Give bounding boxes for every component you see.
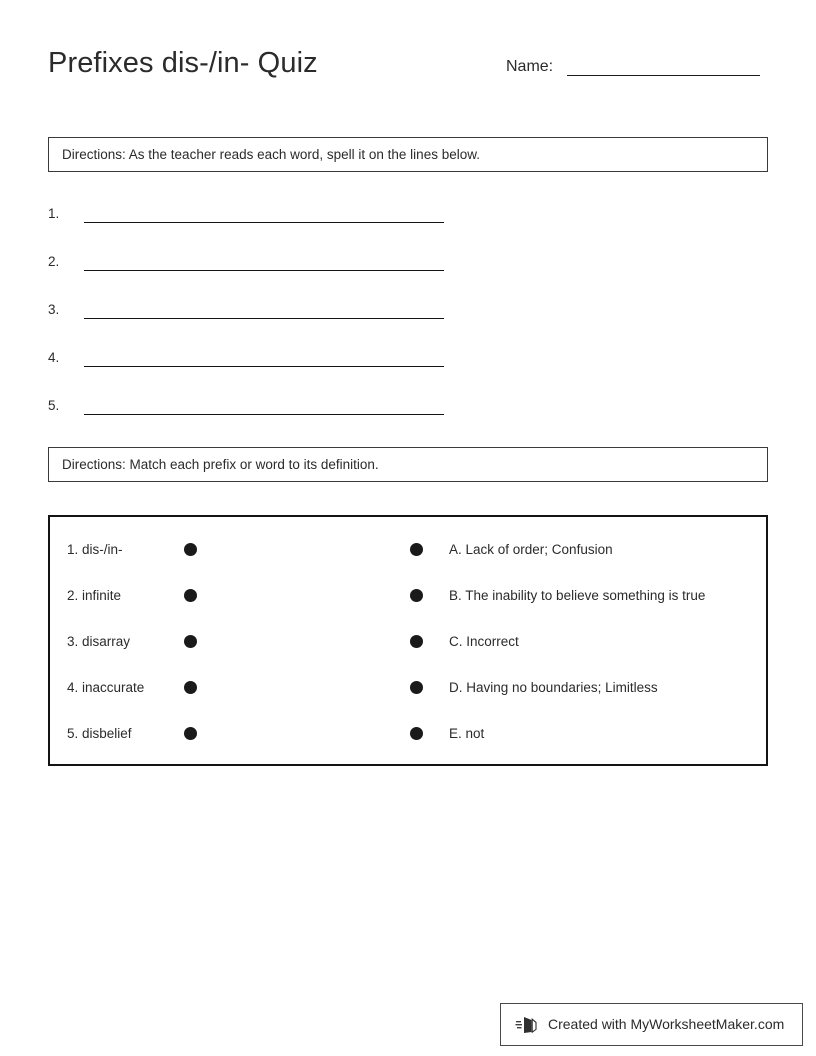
- match-left-label: 1. dis-/in-: [67, 542, 123, 557]
- match-left-label: 3. disarray: [67, 634, 131, 649]
- match-left-label: 4. inaccurate: [67, 680, 145, 695]
- spelling-answer-line[interactable]: [84, 222, 444, 223]
- match-left-label: 5. disbelief: [67, 726, 132, 741]
- match-right-label: A. Lack of order; Confusion: [449, 542, 613, 557]
- list-item: [48, 200, 448, 248]
- match-right-dot-icon[interactable]: [410, 727, 423, 740]
- match-left-label: 2. infinite: [67, 588, 122, 603]
- matching-rows: [50, 537, 766, 784]
- match-left-dot-icon[interactable]: [184, 635, 197, 648]
- footer-attribution-badge[interactable]: [500, 1003, 803, 1046]
- directions-text-matching: Directions: Match each prefix or word to its definition.: [62, 456, 379, 472]
- directions-box-spelling: [48, 137, 768, 172]
- spelling-item-number: 1.: [48, 206, 60, 221]
- spelling-answer-line[interactable]: [84, 318, 444, 319]
- page-title: Prefixes dis-/in- Quiz: [48, 47, 318, 79]
- match-right-dot-icon[interactable]: [410, 681, 423, 694]
- match-left-dot-icon[interactable]: [184, 543, 197, 556]
- footer-attribution-text: Created with MyWorksheetMaker.com: [548, 1016, 785, 1032]
- directions-text-spelling: Directions: As the teacher reads each word, spell it on the lines below.: [62, 146, 480, 162]
- table-row: [50, 537, 766, 583]
- table-row: [50, 721, 766, 767]
- spelling-answer-line[interactable]: [84, 270, 444, 271]
- worksheet-header: [48, 44, 768, 94]
- spelling-answer-line[interactable]: [84, 414, 444, 415]
- list-item: [48, 344, 448, 392]
- match-right-label: B. The inability to believe something is true: [449, 588, 706, 603]
- match-right-dot-icon[interactable]: [410, 635, 423, 648]
- directions-box-matching: [48, 447, 768, 482]
- list-item: [48, 296, 448, 344]
- spelling-item-number: 4.: [48, 350, 60, 365]
- match-right-dot-icon[interactable]: [410, 543, 423, 556]
- spelling-item-number: 3.: [48, 302, 60, 317]
- spelling-answer-line[interactable]: [84, 366, 444, 367]
- match-right-label: C. Incorrect: [449, 634, 519, 649]
- matching-exercise-box: [48, 515, 768, 766]
- table-row: [50, 629, 766, 675]
- table-row: [50, 583, 766, 629]
- worksheet-maker-logo-icon: [515, 1013, 539, 1037]
- spelling-item-number: 2.: [48, 254, 60, 269]
- match-left-dot-icon[interactable]: [184, 727, 197, 740]
- match-right-label: E. not: [449, 726, 485, 741]
- spelling-answer-list: [48, 200, 448, 440]
- match-left-dot-icon[interactable]: [184, 681, 197, 694]
- match-right-label: D. Having no boundaries; Limitless: [449, 680, 658, 695]
- table-row: [50, 675, 766, 721]
- match-left-dot-icon[interactable]: [184, 589, 197, 602]
- match-right-dot-icon[interactable]: [410, 589, 423, 602]
- name-field-group: [506, 49, 760, 79]
- list-item: [48, 392, 448, 440]
- list-item: [48, 248, 448, 296]
- name-input-line[interactable]: [567, 75, 760, 76]
- spelling-item-number: 5.: [48, 398, 60, 413]
- name-label: Name:: [506, 58, 554, 75]
